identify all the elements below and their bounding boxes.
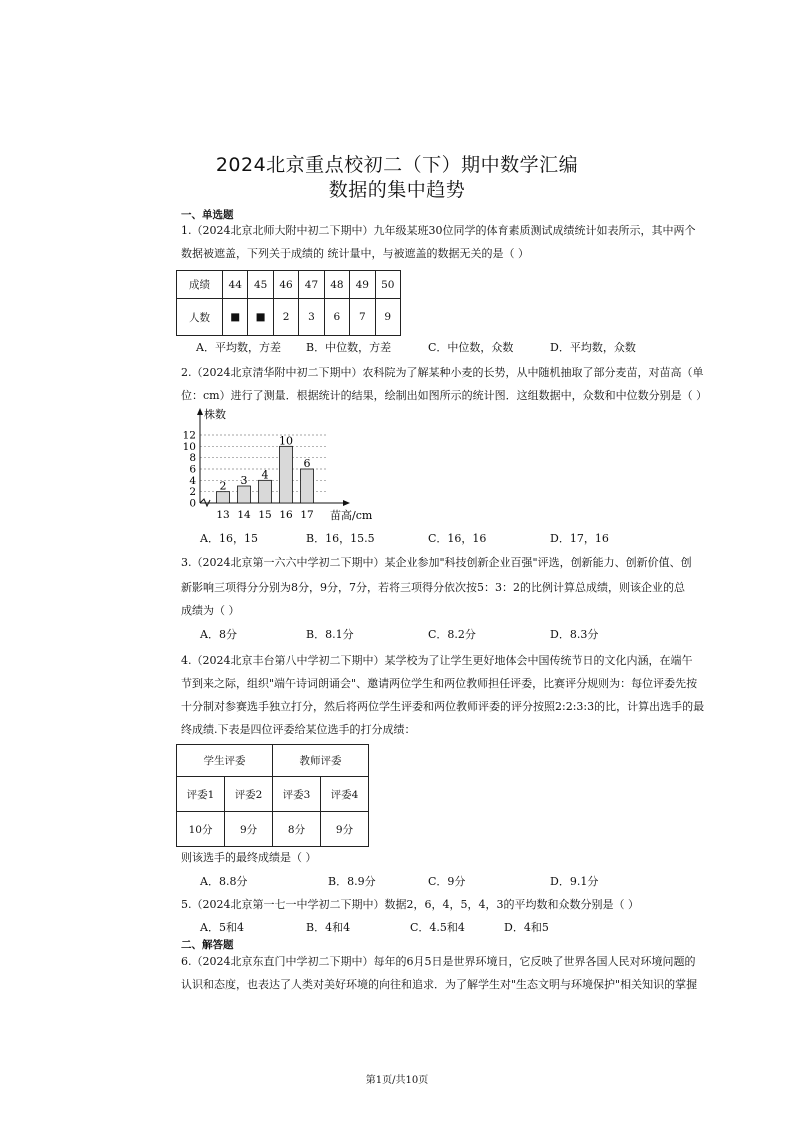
- x-tick-label: 16: [279, 509, 293, 521]
- bar: [259, 480, 272, 503]
- q5-option-b[interactable]: B．4和4: [306, 921, 351, 934]
- q1-table-cell: 7: [350, 299, 375, 336]
- q4-judge-score: 10分: [177, 812, 225, 847]
- q1-table-cell: 48: [324, 271, 349, 299]
- y-tick-label: 4: [189, 474, 196, 487]
- x-tick-label: 15: [258, 509, 272, 521]
- bar: [301, 469, 314, 503]
- x-tick-label: 14: [237, 509, 251, 521]
- q4-text-line1: 4.（2024北京丰台第八中学初二下期中）某学校为了让学生更好地体会中国传统节日的文化内涵，在端午: [181, 654, 693, 667]
- x-axis-label: 苗高/cm: [330, 509, 373, 522]
- q1-table-header-cell: 人数: [177, 299, 223, 336]
- y-tick-label: 10: [182, 440, 196, 453]
- q4-text-line4: 终成绩.下表是四位评委给某位选手的打分成绩：: [181, 723, 416, 736]
- bar: [280, 446, 293, 503]
- section-heading-single-choice: 一、单选题: [181, 209, 234, 221]
- q2-option-c[interactable]: C．16，16: [428, 532, 487, 545]
- y-tick-label: 0: [189, 497, 196, 510]
- page-footer: 第1页/共10页: [365, 1075, 429, 1086]
- y-tick-label: 12: [182, 429, 196, 442]
- q4-option-a[interactable]: A．8.8分: [200, 875, 248, 888]
- bar-value-label: 3: [240, 474, 248, 487]
- q2-option-a[interactable]: A．16，15: [200, 532, 258, 545]
- bar-value-label: 10: [279, 434, 293, 448]
- document-subtitle: 数据的集中趋势: [328, 179, 466, 201]
- x-tick-label: 17: [300, 509, 314, 521]
- q4-judge-label: 评委3: [273, 777, 321, 812]
- q1-option-a[interactable]: A．平均数，方差: [196, 341, 281, 354]
- q1-score-table: [176, 270, 401, 336]
- bar: [238, 486, 251, 503]
- q4-judge-label: 评委1: [177, 777, 225, 812]
- q1-table-cell: 49: [350, 271, 375, 299]
- q1-option-c[interactable]: C．中位数，众数: [428, 341, 514, 354]
- q1-text-line2: 数据被遮盖，下列关于成绩的 统计量中，与被遮盖的数据无关的是（ ）: [181, 247, 529, 260]
- q2-option-b[interactable]: B．16，15.5: [306, 532, 375, 545]
- q6-text-line1: 6.（2024北京东直门中学初二下期中）每年的6月5日是世界环境日，它反映了世界各国人民对环境问题的: [181, 955, 696, 968]
- q1-table-header-cell: 成绩: [177, 271, 223, 299]
- q4-option-b[interactable]: B．8.9分: [328, 875, 376, 888]
- y-tick-label: 8: [189, 452, 196, 465]
- y-axis-label: 株数: [204, 408, 226, 421]
- q6-text-line2: 认识和态度，也表达了人类对美好环境的向往和追求．为了解学生对"生态文明与环境保护"相关知识的掌握: [181, 978, 698, 991]
- q4-text-line2: 节到来之际，组织"端午诗词朗诵会"、邀请两位学生和两位教师担任评委，比赛评分规则为：每位评委先按: [181, 677, 698, 690]
- bar-value-label: 2: [219, 479, 227, 493]
- q3-option-a[interactable]: A．8分: [200, 628, 237, 641]
- q1-table-cell: 46: [273, 271, 298, 299]
- q4-judge-table: [176, 744, 369, 847]
- x-axis-arrow: [343, 500, 350, 506]
- q4-judge-score: 8分: [273, 812, 321, 847]
- bar-value-label: 6: [303, 457, 311, 470]
- q1-table-cell: 6: [324, 299, 349, 336]
- q5-option-c[interactable]: C．4.5和4: [410, 921, 465, 934]
- q4-judge-label: 评委4: [320, 777, 368, 812]
- q3-option-d[interactable]: D．8.3分: [550, 628, 599, 641]
- bar-value-label: 4: [261, 468, 269, 482]
- q4-group-teachers: 教师评委: [273, 745, 369, 777]
- q4-judge-label: 评委2: [225, 777, 273, 812]
- q1-table-cell: 9: [375, 299, 400, 336]
- q1-table-cell: 44: [223, 271, 248, 299]
- q1-table-cell: ■: [223, 299, 248, 336]
- q3-option-c[interactable]: C．8.2分: [428, 628, 476, 641]
- q2-option-d[interactable]: D．17，16: [550, 532, 609, 545]
- q3-text-line1: 3.（2024北京第一六六中学初二下期中）某企业参加"科技创新企业百强"评选，创新能力、创新价值、创: [181, 556, 692, 569]
- q2-text-line1: 2.（2024北京清华附中初二下期中）农科院为了解某种小麦的长势，从中随机抽取了部分麦苗，对苗高（单: [181, 366, 704, 379]
- section-heading-answer: 二、解答题: [181, 939, 234, 951]
- q1-table-cell: ■: [248, 299, 273, 336]
- q1-option-b[interactable]: B．中位数，方差: [306, 341, 392, 354]
- q4-option-d[interactable]: D．9.1分: [550, 875, 599, 888]
- q4-group-students: 学生评委: [177, 745, 273, 777]
- q1-text-line1: 1.（2024北京北师大附中初二下期中）九年级某班30位同学的体育素质测试成绩统计如表所示，其中两个: [181, 224, 696, 237]
- q3-text-line2: 新影响三项得分分别为8分，9分，7分，若将三项得分依次按5：3：2的比例计算总成绩，则该企业的总: [181, 581, 685, 594]
- y-tick-label: 2: [189, 486, 196, 499]
- q3-option-b[interactable]: B．8.1分: [306, 628, 354, 641]
- q4-ask: 则该选手的最终成绩是（ ）: [181, 851, 317, 864]
- q5-option-a[interactable]: A．5和4: [200, 921, 244, 934]
- q1-table-cell: 3: [299, 299, 324, 336]
- y-tick-label: 6: [189, 463, 196, 476]
- q4-text-line3: 十分制对参赛选手独立打分，然后将两位学生评委和两位教师评委的评分按照2:2:3:3的比，计算出选手的最: [181, 700, 705, 713]
- bar: [217, 492, 230, 503]
- q1-table-cell: 45: [248, 271, 273, 299]
- q1-option-d[interactable]: D．平均数，众数: [550, 341, 636, 354]
- x-tick-label: 13: [216, 509, 230, 521]
- q2-text-line2: 位：cm）进行了测量．根据统计的结果，绘制出如图所示的统计图．这组数据中，众数和中位数分别是（ ）: [181, 389, 708, 402]
- q1-table-cell: 2: [273, 299, 298, 336]
- q2-bar-chart: [178, 404, 388, 522]
- document-title: 2024北京重点校初二（下）期中数学汇编: [215, 154, 579, 176]
- q1-table-cell: 47: [299, 271, 324, 299]
- y-axis-arrow: [197, 408, 203, 415]
- q4-judge-score: 9分: [225, 812, 273, 847]
- q5-text-line1: 5.（2024北京第一七一中学初二下期中）数据2，6，4，5，4，3的平均数和众数分别是（ ）: [181, 898, 639, 911]
- q5-option-d[interactable]: D．4和5: [504, 921, 549, 934]
- q4-judge-score: 9分: [320, 812, 368, 847]
- q1-table-cell: 50: [375, 271, 400, 299]
- q4-option-c[interactable]: C．9分: [428, 875, 466, 888]
- q3-text-line3: 成绩为（ ）: [181, 604, 240, 617]
